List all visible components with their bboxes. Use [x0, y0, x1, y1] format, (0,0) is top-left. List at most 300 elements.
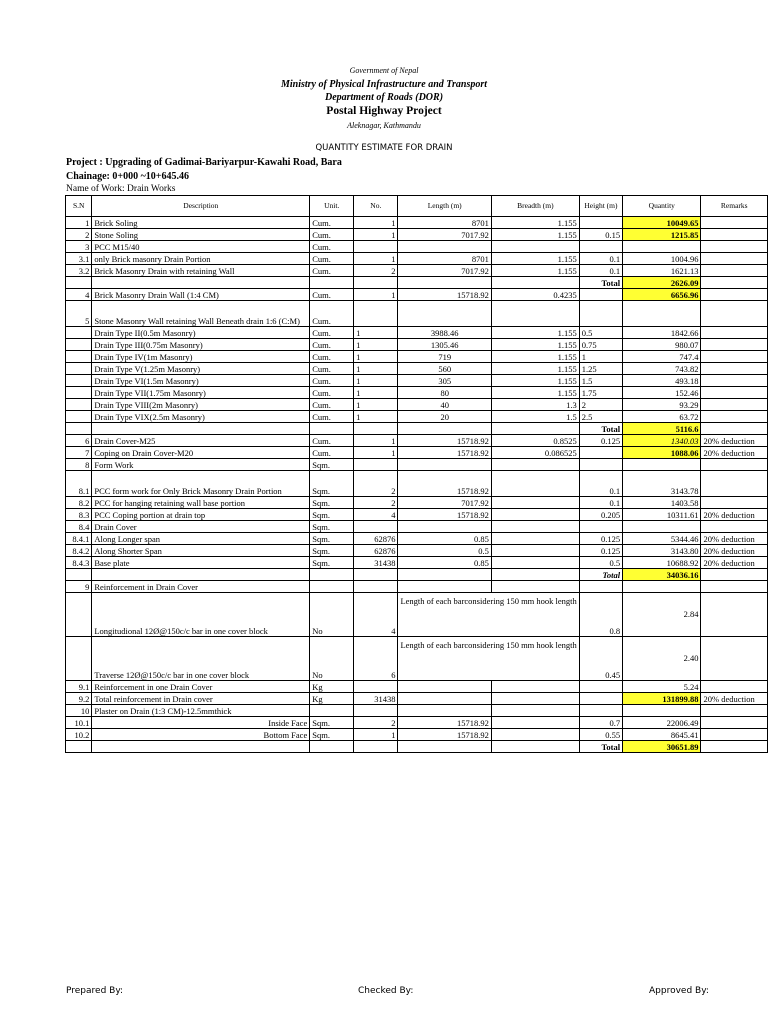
cell-no — [354, 241, 398, 253]
cell-sn: 9.2 — [66, 693, 92, 705]
cell-description: Stone Soling — [92, 229, 310, 241]
table-row — [66, 741, 768, 753]
cell-remarks — [701, 327, 768, 339]
cell-length: 0.5 — [398, 545, 491, 557]
cell-quantity: 5.24 — [623, 681, 701, 693]
cell-unit — [310, 277, 354, 289]
cell-no: 2 — [354, 717, 398, 729]
cell-description: Traverse 12Ø@150c/c bar in one cover block — [92, 637, 310, 681]
cell-length: 8701 — [398, 217, 491, 229]
cell-quantity: 1215.85 — [623, 229, 701, 241]
cell-unit: Sqm. — [310, 497, 354, 509]
cell-height: Total — [579, 277, 622, 289]
cell-remarks: 20% deduction — [701, 533, 768, 545]
table-row — [66, 681, 768, 693]
cell-sn: 7 — [66, 447, 92, 459]
cell-sn — [66, 741, 92, 753]
cell-description: Coping on Drain Cover-M20 — [92, 447, 310, 459]
cell-breadth: 1.3 — [491, 399, 579, 411]
cell-sn — [66, 351, 92, 363]
cell-no: 62876 — [354, 545, 398, 557]
cell-breadth — [491, 423, 579, 435]
cell-sn — [66, 411, 92, 423]
cell-quantity — [623, 241, 701, 253]
cell-unit: Sqm. — [310, 471, 354, 497]
cell-remarks — [701, 729, 768, 741]
project-line: Project : Upgrading of Gadimai-Bariyarpur-Kawahi Road, Bara — [66, 157, 342, 168]
cell-remarks — [701, 363, 768, 375]
cell-sn: 9.1 — [66, 681, 92, 693]
cell-sn: 2 — [66, 229, 92, 241]
cell-no — [354, 741, 398, 753]
cell-unit: Cum. — [310, 339, 354, 351]
cell-no: 1 — [354, 351, 398, 363]
table-row — [66, 435, 768, 447]
cell-unit: Cum. — [310, 229, 354, 241]
cell-length: 15718.92 — [398, 471, 491, 497]
cell-height — [579, 521, 622, 533]
cell-height: 0.45 — [579, 637, 622, 681]
cell-description: Along Longer span — [92, 533, 310, 545]
cell-sn — [66, 399, 92, 411]
government-line: Government of Nepal — [349, 66, 419, 75]
cell-height: 0.5 — [579, 327, 622, 339]
cell-breadth — [491, 471, 579, 497]
cell-unit — [310, 581, 354, 593]
cell-remarks — [701, 497, 768, 509]
cell-sn: 8 — [66, 459, 92, 471]
cell-remarks — [701, 717, 768, 729]
cell-height: Total — [579, 741, 622, 753]
cell-quantity: 980.07 — [623, 339, 701, 351]
ministry-line: Ministry of Physical Infrastructure and Transport — [280, 79, 488, 90]
cell-length: 7017.92 — [398, 265, 491, 277]
cell-quantity: 10311.61 — [623, 509, 701, 521]
cell-height: 0.125 — [579, 435, 622, 447]
cell-quantity: 1403.58 — [623, 497, 701, 509]
table-row — [66, 637, 768, 681]
cell-length — [398, 301, 491, 327]
cell-sn — [66, 593, 92, 637]
cell-length: 1305.46 — [398, 339, 491, 351]
cell-quantity: 2626.09 — [623, 277, 701, 289]
cell-height: Total — [579, 423, 622, 435]
cell-unit: Cum. — [310, 265, 354, 277]
cell-description — [92, 277, 310, 289]
cell-breadth: 1.155 — [491, 351, 579, 363]
cell-length: 15718.92 — [398, 509, 491, 521]
cell-sn: 8.2 — [66, 497, 92, 509]
table-row — [66, 277, 768, 289]
quantity-estimate-table — [65, 195, 768, 753]
cell-unit: Sqm. — [310, 509, 354, 521]
cell-description: Longitudional 12Ø@150c/c bar in one cover block — [92, 593, 310, 637]
cell-no: 1 — [354, 435, 398, 447]
cell-description: Base plate — [92, 557, 310, 569]
table-row — [66, 411, 768, 423]
table-row — [66, 217, 768, 229]
cell-unit: Cum. — [310, 301, 354, 327]
cell-no — [354, 521, 398, 533]
cell-quantity: 2.84 — [623, 593, 701, 637]
cell-quantity: 1340.03 — [623, 435, 701, 447]
cell-height: 1 — [579, 351, 622, 363]
header-sn: S.N — [66, 196, 92, 217]
cell-description: Brick Masonry Drain with retaining Wall — [92, 265, 310, 277]
cell-no: 31438 — [354, 693, 398, 705]
cell-no: 1 — [354, 289, 398, 301]
cell-unit: Sqm. — [310, 521, 354, 533]
cell-description: Stone Masonry Wall retaining Wall Beneath drain 1:6 (C:M) — [92, 301, 310, 327]
cell-no: 1 — [354, 729, 398, 741]
cell-sn: 8.4.1 — [66, 533, 92, 545]
table-row — [66, 593, 768, 637]
cell-height: 2.5 — [579, 411, 622, 423]
cell-remarks — [701, 423, 768, 435]
cell-description: Drain Type II(0.5m Masonry) — [92, 327, 310, 339]
table-row — [66, 569, 768, 581]
cell-unit: Sqm. — [310, 717, 354, 729]
cell-remarks: 20% deduction — [701, 435, 768, 447]
cell-sn: 6 — [66, 435, 92, 447]
cell-sn: 10.2 — [66, 729, 92, 741]
table-header-row — [66, 196, 768, 217]
cell-length — [398, 681, 491, 693]
cell-breadth: 1.155 — [491, 375, 579, 387]
header-remarks: Remarks — [701, 196, 768, 217]
location-line: Aleknagar, Kathmandu — [347, 121, 421, 130]
cell-unit: Sqm. — [310, 557, 354, 569]
cell-remarks — [701, 229, 768, 241]
cell-height: 0.5 — [579, 557, 622, 569]
table-row — [66, 581, 768, 593]
cell-description — [92, 569, 310, 581]
cell-description: Drain Type IV(1m Masonry) — [92, 351, 310, 363]
cell-sn: 8.1 — [66, 471, 92, 497]
cell-quantity — [623, 705, 701, 717]
cell-unit — [310, 569, 354, 581]
cell-unit: No — [310, 593, 354, 637]
cell-height: 0.15 — [579, 229, 622, 241]
cell-remarks — [701, 681, 768, 693]
cell-breadth — [491, 241, 579, 253]
table-row — [66, 289, 768, 301]
cell-description: PCC for hanging retaining wall base portion — [92, 497, 310, 509]
cell-length: 560 — [398, 363, 491, 375]
cell-remarks — [701, 265, 768, 277]
cell-sn — [66, 423, 92, 435]
cell-length — [398, 277, 491, 289]
cell-breadth: 1.155 — [491, 217, 579, 229]
cell-remarks — [701, 241, 768, 253]
cell-sn: 8.4 — [66, 521, 92, 533]
table-row — [66, 693, 768, 705]
table-row — [66, 399, 768, 411]
cell-height: 1.25 — [579, 363, 622, 375]
cell-unit: Cum. — [310, 375, 354, 387]
cell-no: 1 — [354, 253, 398, 265]
table-row — [66, 729, 768, 741]
cell-remarks — [701, 741, 768, 753]
header-no: No. — [354, 196, 398, 217]
cell-height: 1.5 — [579, 375, 622, 387]
cell-quantity: 93.29 — [623, 399, 701, 411]
cell-height: 0.125 — [579, 545, 622, 557]
department-line: Department of Roads (DOR) — [324, 92, 444, 103]
table-row — [66, 705, 768, 717]
cell-length: 0.85 — [398, 557, 491, 569]
cell-description: Reinforcement in one Drain Cover — [92, 681, 310, 693]
cell-description: Drain Cover — [92, 521, 310, 533]
table-row — [66, 327, 768, 339]
cell-quantity — [623, 581, 701, 593]
cell-length — [398, 521, 491, 533]
cell-description: Plaster on Drain (1:3 CM)-12.5mmthick — [92, 705, 310, 717]
cell-height — [579, 447, 622, 459]
cell-sn — [66, 277, 92, 289]
cell-length: 719 — [398, 351, 491, 363]
header-height: Height (m) — [579, 196, 622, 217]
cell-length — [398, 741, 491, 753]
cell-description: Total reinforcement in Drain cover — [92, 693, 310, 705]
cell-no: 1 — [354, 339, 398, 351]
cell-sn — [66, 363, 92, 375]
cell-sn: 5 — [66, 301, 92, 327]
cell-height — [579, 289, 622, 301]
approved-by-label: Approved By: — [649, 986, 709, 996]
cell-no: 1 — [354, 399, 398, 411]
cell-quantity: 10688.92 — [623, 557, 701, 569]
cell-height: 0.205 — [579, 509, 622, 521]
cell-no: 1 — [354, 217, 398, 229]
cell-unit: Kg — [310, 693, 354, 705]
cell-remarks — [701, 581, 768, 593]
cell-length: 3988.46 — [398, 327, 491, 339]
cell-length: 15718.92 — [398, 729, 491, 741]
header-description: Description — [92, 196, 310, 217]
cell-unit: Cum. — [310, 447, 354, 459]
cell-no: 1 — [354, 327, 398, 339]
cell-remarks — [701, 253, 768, 265]
cell-no: 1 — [354, 447, 398, 459]
cell-no: 1 — [354, 387, 398, 399]
cell-breadth — [491, 497, 579, 509]
cell-quantity: 5344.46 — [623, 533, 701, 545]
cell-remarks — [701, 339, 768, 351]
cell-sn: 9 — [66, 581, 92, 593]
cell-sn: 8.4.2 — [66, 545, 92, 557]
cell-no — [354, 569, 398, 581]
cell-description: PCC M15/40 — [92, 241, 310, 253]
cell-quantity: 2.40 — [623, 637, 701, 681]
cell-length — [398, 569, 491, 581]
cell-sn — [66, 339, 92, 351]
cell-length: 80 — [398, 387, 491, 399]
cell-no: 2 — [354, 497, 398, 509]
cell-sn — [66, 327, 92, 339]
cell-length — [398, 693, 491, 705]
table-row — [66, 301, 768, 327]
cell-breadth: 1.5 — [491, 411, 579, 423]
cell-breadth: 0.4235 — [491, 289, 579, 301]
cell-quantity: 5116.6 — [623, 423, 701, 435]
cell-breadth — [491, 693, 579, 705]
table-row — [66, 265, 768, 277]
cell-breadth: 1.155 — [491, 265, 579, 277]
cell-remarks — [701, 521, 768, 533]
cell-sn — [66, 637, 92, 681]
cell-remarks — [701, 399, 768, 411]
cell-remarks: 20% deduction — [701, 545, 768, 557]
cell-height: 2 — [579, 399, 622, 411]
cell-sn — [66, 375, 92, 387]
cell-unit: Cum. — [310, 363, 354, 375]
cell-description: Drain Type VIII(2m Masonry) — [92, 399, 310, 411]
cell-length: Length of each barconsidering 150 mm hook length — [398, 593, 579, 637]
table-row — [66, 717, 768, 729]
table-row — [66, 375, 768, 387]
table-row — [66, 521, 768, 533]
cell-no: 4 — [354, 509, 398, 521]
cell-remarks: 20% deduction — [701, 557, 768, 569]
cell-breadth: 0.8525 — [491, 435, 579, 447]
cell-breadth — [491, 509, 579, 521]
cell-sn — [66, 387, 92, 399]
cell-description — [92, 741, 310, 753]
table-row — [66, 423, 768, 435]
cell-remarks: 20% deduction — [701, 693, 768, 705]
cell-breadth — [491, 581, 579, 593]
cell-height — [579, 241, 622, 253]
table-row — [66, 447, 768, 459]
cell-remarks — [701, 375, 768, 387]
cell-height: 0.75 — [579, 339, 622, 351]
cell-remarks — [701, 217, 768, 229]
cell-description: PCC Coping portion at drain top — [92, 509, 310, 521]
table-row — [66, 339, 768, 351]
cell-breadth — [491, 277, 579, 289]
cell-unit: Cum. — [310, 411, 354, 423]
cell-unit: Sqm. — [310, 459, 354, 471]
cell-quantity: 63.72 — [623, 411, 701, 423]
cell-breadth: 1.155 — [491, 229, 579, 241]
cell-height: 0.125 — [579, 533, 622, 545]
cell-breadth: 1.155 — [491, 339, 579, 351]
cell-length: Length of each barconsidering 150 mm hook length — [398, 637, 579, 681]
cell-sn: 3.1 — [66, 253, 92, 265]
cell-unit: Kg — [310, 681, 354, 693]
cell-breadth: 0.086525 — [491, 447, 579, 459]
cell-height: Total — [579, 569, 622, 581]
cell-height: 0.7 — [579, 717, 622, 729]
cell-breadth — [491, 729, 579, 741]
header-unit: Unit. — [310, 196, 354, 217]
cell-breadth: 1.155 — [491, 327, 579, 339]
cell-height: 0.8 — [579, 593, 622, 637]
cell-quantity: 1088.06 — [623, 447, 701, 459]
cell-length — [398, 459, 491, 471]
cell-height — [579, 459, 622, 471]
cell-length: 40 — [398, 399, 491, 411]
cell-sn: 10.1 — [66, 717, 92, 729]
cell-remarks — [701, 569, 768, 581]
cell-breadth — [491, 681, 579, 693]
cell-quantity: 152.46 — [623, 387, 701, 399]
cell-length — [398, 241, 491, 253]
cell-description: Form Work — [92, 459, 310, 471]
cell-remarks — [701, 705, 768, 717]
cell-unit: Sqm. — [310, 729, 354, 741]
table-row — [66, 545, 768, 557]
cell-length: 15718.92 — [398, 717, 491, 729]
cell-length — [398, 705, 491, 717]
cell-description: Drain Type V(1.25m Masonry) — [92, 363, 310, 375]
cell-height — [579, 705, 622, 717]
table-row — [66, 509, 768, 521]
cell-description: Drain Type VIX(2.5m Masonry) — [92, 411, 310, 423]
cell-quantity: 1621.13 — [623, 265, 701, 277]
cell-sn: 10 — [66, 705, 92, 717]
cell-no — [354, 705, 398, 717]
cell-remarks — [701, 277, 768, 289]
cell-no — [354, 423, 398, 435]
cell-unit: Cum. — [310, 351, 354, 363]
cell-no — [354, 681, 398, 693]
cell-no: 1 — [354, 229, 398, 241]
cell-remarks — [701, 351, 768, 363]
cell-breadth: 1.155 — [491, 363, 579, 375]
table-row — [66, 557, 768, 569]
table-row — [66, 351, 768, 363]
cell-breadth — [491, 533, 579, 545]
cell-quantity: 6656.96 — [623, 289, 701, 301]
table-row — [66, 471, 768, 497]
table-row — [66, 459, 768, 471]
cell-quantity: 1004.96 — [623, 253, 701, 265]
cell-height: 1.75 — [579, 387, 622, 399]
cell-breadth: 1.155 — [491, 387, 579, 399]
cell-quantity — [623, 301, 701, 327]
project-name-line: Postal Highway Project — [326, 105, 442, 117]
cell-height — [579, 581, 622, 593]
cell-length: 7017.92 — [398, 229, 491, 241]
cell-unit: Cum. — [310, 399, 354, 411]
cell-breadth: 1.155 — [491, 253, 579, 265]
cell-quantity — [623, 521, 701, 533]
cell-length: 15718.92 — [398, 289, 491, 301]
cell-length: 20 — [398, 411, 491, 423]
header-length: Length (m) — [398, 196, 491, 217]
document-title: QUANTITY ESTIMATE FOR DRAIN — [315, 143, 453, 153]
cell-unit: Sqm. — [310, 533, 354, 545]
cell-remarks — [701, 301, 768, 327]
cell-height — [579, 681, 622, 693]
cell-unit: Cum. — [310, 241, 354, 253]
cell-unit: Sqm. — [310, 545, 354, 557]
cell-description: Reinforcement in Drain Cover — [92, 581, 310, 593]
cell-description: PCC form work for Only Brick Masonry Drain Portion — [92, 471, 310, 497]
header-quantity: Quantity — [623, 196, 701, 217]
cell-length: 8701 — [398, 253, 491, 265]
cell-remarks — [701, 593, 768, 637]
cell-sn: 8.3 — [66, 509, 92, 521]
cell-breadth — [491, 741, 579, 753]
cell-height — [579, 693, 622, 705]
cell-unit: Cum. — [310, 253, 354, 265]
cell-unit: No — [310, 637, 354, 681]
cell-remarks: 20% deduction — [701, 509, 768, 521]
cell-unit — [310, 423, 354, 435]
